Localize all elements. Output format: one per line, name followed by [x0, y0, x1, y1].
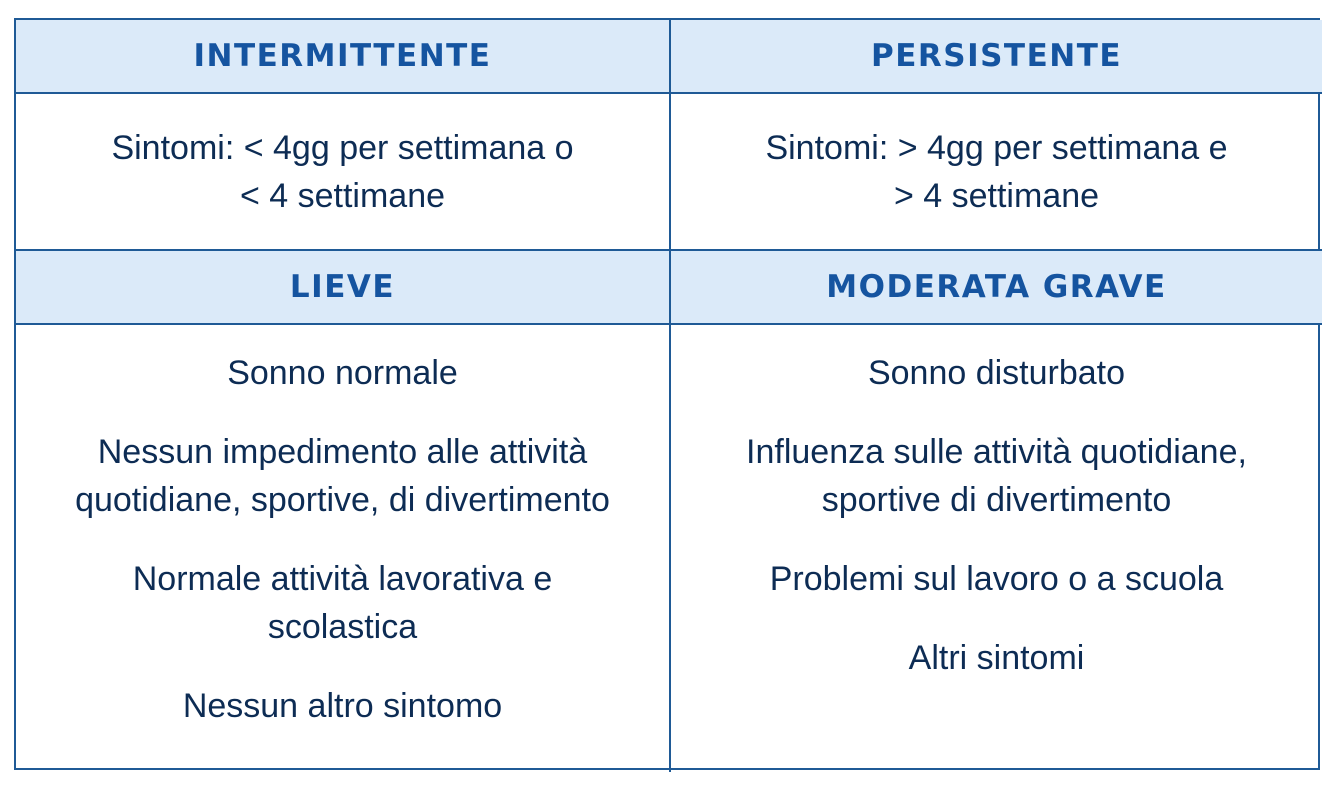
header-intermittente	[16, 20, 671, 94]
header-lieve	[16, 251, 671, 325]
header-intermittente-label: INTERMITTENTE	[193, 38, 492, 74]
symptoms-persistente-line-1: Sintomi: > 4gg per settimana e	[765, 128, 1228, 167]
symptoms-intermittente	[16, 94, 671, 251]
header-moderata-grave	[671, 251, 1322, 325]
header-persistente-label: PERSISTENTE	[870, 38, 1123, 74]
list-item-text: sportive di divertimento	[821, 481, 1172, 519]
list-item-text: Sonno normale	[227, 354, 458, 392]
lieve-list	[16, 325, 671, 772]
header-lieve-label: LIEVE	[289, 269, 396, 305]
symptoms-persistente	[671, 94, 1322, 251]
list-item	[203, 349, 482, 397]
header-moderata-grave-label: MODERATA GRAVE	[826, 269, 1167, 305]
list-item-text: Nessun altro sintomo	[182, 687, 503, 725]
symptoms-intermittente-line-1: Sintomi: < 4gg per settimana o	[111, 128, 574, 167]
list-item-text: Problemi sul lavoro o a scuola	[769, 560, 1224, 598]
list-item	[885, 634, 1109, 682]
list-item-text: Altri sintomi	[908, 639, 1085, 677]
list-item-text: quotidiane, sportive, di divertimento	[75, 481, 610, 519]
list-item-text: Nessun impedimento alle attività	[97, 433, 588, 471]
moderata-grave-list	[671, 325, 1322, 772]
list-item-text: Influenza sulle attività quotidiane,	[746, 433, 1247, 471]
list-item	[109, 555, 577, 651]
list-item	[746, 555, 1248, 603]
classification-table	[14, 18, 1320, 770]
list-item	[844, 349, 1149, 397]
list-item-text: scolastica	[267, 608, 418, 646]
header-persistente	[671, 20, 1322, 94]
list-item	[722, 428, 1271, 524]
symptoms-persistente-line-2: > 4 settimane	[893, 176, 1100, 215]
list-item-text: Sonno disturbato	[867, 354, 1126, 392]
list-item	[159, 682, 526, 730]
list-item	[51, 428, 634, 524]
symptoms-intermittente-line-2: < 4 settimane	[239, 176, 446, 215]
list-item-text: Normale attività lavorativa e	[132, 560, 553, 598]
